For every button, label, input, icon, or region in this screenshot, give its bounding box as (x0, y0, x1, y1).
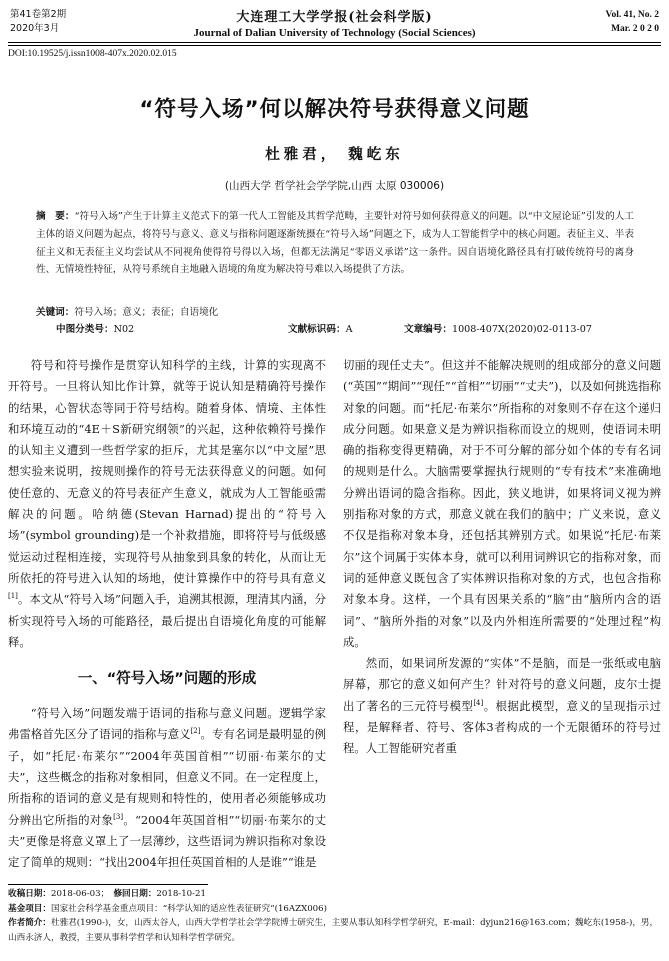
citation: [4] (473, 698, 484, 707)
body-left-column (8, 355, 326, 874)
paragraph-text: 。“2004年英国首相”“切丽·布莱尔的丈夫”更像是将意义罩上了一层薄纱，这些语词为辨识指称对象设定了简单的规则：“找出2004年担任英国首相的人是谁”“谁是 (8, 812, 326, 870)
paragraph-continued-text: 切丽的现任丈夫”。但这并不能解决规则的组成部分的意义问题(“英国”“期间”“现任”“首相”“切丽”“丈夫”)，以及如何挑选指称对象的问题。而“托尼·布莱尔”所指称的对象则不存在这个递归成分问题。如果意义是为辨识指称而设立的规则，使语词未明确的指称变得更精确，对于不可分解的部分如个体的专有名词的规则是什么。大脑需要掌握执行规则的“专有技术”来准确地分辨出语词的隐含指称。因此，狭义地讲，如果将词义视为辨别指称对象的方式，那意义就在我们的脑中；广义来说，意义不仅是指称对象本身，还包括其辨别方式。如果说“托尼·布莱尔”这个词属于实体本身，就可以利用词辨识它的指称对象，而词的延伸意义既包含了实体辨识指称对象的方式，也包含指称对象本身。这样，一个具有因果关系的“脑”由“脑所内含的语词”、“脑所外指的对象”以及内外相连所需要的“处理过程”构成。 (343, 358, 661, 649)
abstract-text: “符号入场”产生于计算主义范式下的第一代人工智能及其哲学范畴，主要针对符号如何获得意义的问题。以“中文屋论证”引发的人工主体的语义问题为起点，将符号与意义、意义与指称问题逐渐统摄在“符号入场”问题之下，成为人工智能哲学中的核心问题。表征主义、半表征主义和无表征主义均尝试从不同视角使得符号得以入场，但都无法满足“零语义承诺”这一条件。因自语境化路径具有打破传统符号的离身性、无情境性特征，从符号系统自主地融入语境的角度为解决符号难以入场提供了方法。 (36, 211, 635, 276)
volume-en: Vol. 41, No. 2 (605, 10, 659, 20)
affiliation: (山西大学 哲学社会学学院,山西 太原 030006) (224, 180, 445, 192)
journal-title-cn: 大连理工大学学报(社会科学版) (236, 10, 433, 25)
header-rule-thick (8, 42, 661, 43)
keywords (36, 304, 634, 321)
journal-title (0, 6, 669, 39)
fund-line (8, 902, 663, 917)
dates-line (8, 887, 663, 902)
paragraph-text: “符号入场”问题发端于语词的指称与意义问题。逻辑学家弗雷格首先区分了语词的指称与意义 (8, 706, 326, 742)
paragraph (8, 355, 326, 653)
bio-text: 杜雅君(1990-)，女，山西太谷人，山西大学哲学社会学学院博士研究生，主要从事认知科学哲学研究，E-mail：dyjun216@163.com；魏屹东(1958-)，男，山西永济人，教授，主要从事科学哲学和认知科学哲学研究。 (8, 918, 659, 943)
authors: 杜雅君， 魏屹东 (265, 146, 404, 163)
paragraph-text: 。专有名词是最明显的例子，如“托尼·布莱尔”“2004年英国首相”“切丽·布莱尔的丈夫”，这些概念的指称对象相同，但意义不同。在一定程度上，所指称的语词的意义是有规则和特性的，使用者必须能够成功分辨出它所指的对象 (8, 727, 326, 827)
doc-label: 文献标识码： (288, 324, 346, 335)
paragraph (8, 703, 326, 873)
citation: [3] (113, 812, 124, 821)
abstract (36, 208, 634, 279)
date-en: Mar. 2 0 2 0 (611, 24, 659, 34)
clc-label: 中图分类号： (56, 324, 114, 335)
article-number (404, 321, 592, 335)
revised-label: 修回日期： (113, 889, 157, 899)
citation: [1] (8, 592, 18, 601)
footnote-rule (8, 884, 208, 885)
clc-number (56, 321, 134, 335)
paragraph-text: 符号和符号操作是贯穿认知科学的主线，计算的实现离不开符号。一旦将认知比作计算，就等于说认知是精确符号操作的结果，心智状态等同于符号结构。随着身体、情境、主体性和环境互动的“4E＋S新研究纲领”的兴起，这种依赖符号操作的认知主义遭到一些哲学家的拒斥，尤其是塞尔以“中文屋”思想实验来说明，按规则操作的符号无法获得意义的问题。如何使任意的、无意义的符号表征产生意义，就成为人工智能亟需解决的问题。哈纳德(Stevan Harnad)提出的“符号入场”(symbol grounding)是一个补救措施，即将符号与低级感觉运动过程相连接，实现符号从抽象到具象的转化，从而让无所依托的符号进入认知的场地，使计算操作中的符号具有意义 (8, 358, 326, 585)
classification-line (36, 321, 634, 338)
footnotes (8, 887, 663, 945)
volume-cn: 第41卷第2期 (10, 9, 67, 20)
clc-value: N02 (113, 324, 135, 335)
revised-date: 2018-10-21 (156, 889, 206, 899)
doc-value: A (345, 324, 353, 335)
paragraph-text: 然而，如果词所发源的“实体”不是脑，而是一张纸或电脑屏幕，那它的意义如何产生？针对符号的意义问题，皮尔士提出了著名的三元符号模型 (343, 656, 661, 713)
fund-text: 国家社会科学基金重点项目：“科学认知的适应性表征研究”(16AZX006) (50, 903, 327, 914)
header-rule-thin (8, 45, 661, 46)
bio-label: 作者简介： (8, 918, 51, 929)
article-title: “符号入场”何以解决符号获得意义问题 (139, 97, 530, 122)
received-label: 收稿日期： (8, 889, 51, 899)
keywords-label: 关键词： (36, 307, 75, 318)
article-value: 1008-407X(2020)02-0113-07 (451, 324, 592, 335)
paragraph (343, 355, 661, 653)
received-date: 2018-06-03； (50, 889, 105, 899)
doi: DOI:10.19525/j.issn1008-407x.2020.02.015 (8, 49, 177, 59)
date-cn: 2020年3月 (10, 23, 60, 34)
bio-line (8, 916, 663, 945)
keywords-text: 符号入场；意义；表征；自语境化 (74, 307, 219, 318)
document-code (288, 321, 353, 335)
paragraph-text: 。本文从“符号入场”问题入手，追溯其根源，理清其内涵，分析实现符号入场的可能路径，最后提出自语境化角度的可能解释。 (8, 592, 326, 649)
journal-title-en: Journal of Dalian University of Technology (Social Sciences) (193, 27, 476, 39)
section-heading: 一、“符号入场”问题的形成 (77, 671, 257, 688)
citation: [2] (190, 727, 201, 736)
body-right-column (343, 355, 661, 760)
volume-issue-en (606, 8, 660, 36)
paragraph (343, 653, 661, 759)
paragraph-text: 。根据此模型，意义的呈现指示过程，是解释者、符号、客体3者构成的一个无限循环的符号过程。人工智能研究者重 (343, 698, 661, 756)
abstract-label: 摘 要： (36, 211, 75, 222)
fund-label: 基金项目： (8, 903, 51, 914)
article-label: 文章编号： (404, 324, 452, 335)
